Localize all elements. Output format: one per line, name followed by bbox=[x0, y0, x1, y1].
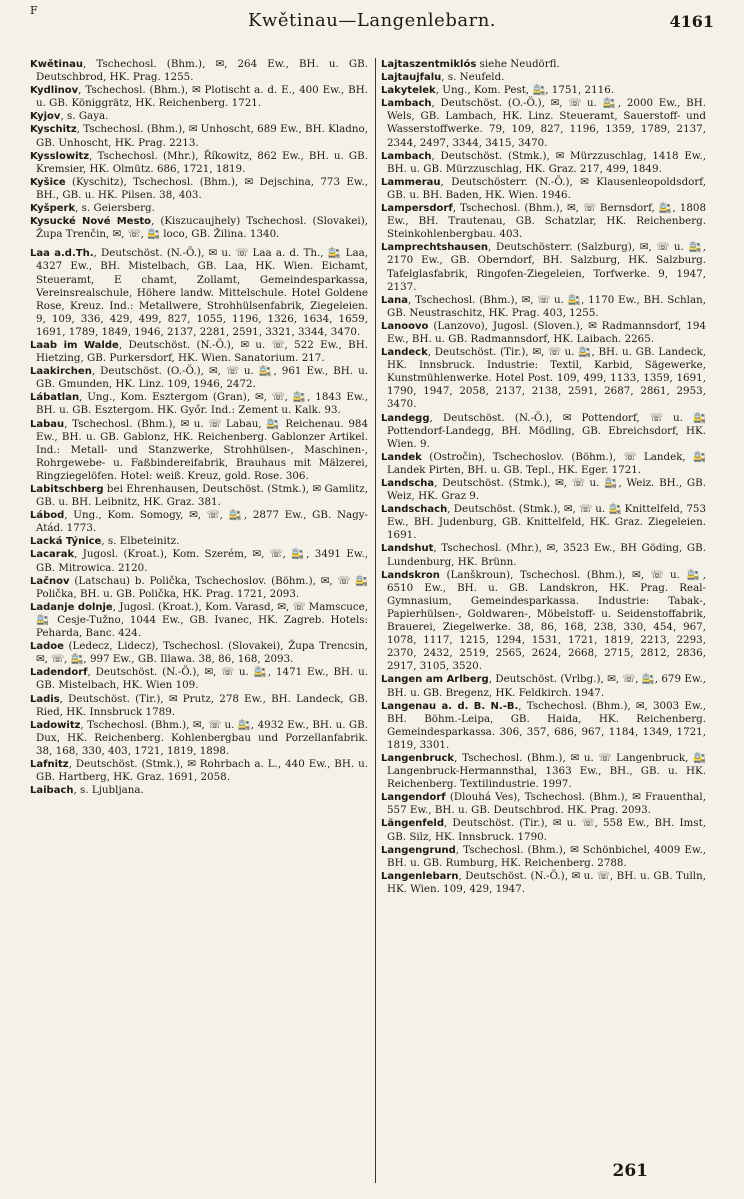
entry-headword: Landshut bbox=[381, 543, 434, 555]
entry-headword: Lajtaujfalu bbox=[381, 72, 442, 84]
gazetteer-entry bbox=[381, 817, 706, 843]
entry-body: , Tschechosl. (Bhm.), ✉ Schönbichel, 4009 Ew., BH. u. GB. Rumburg, HK. Reichenberg. 2788. bbox=[387, 843, 706, 869]
entry-headword: Ladowitz bbox=[30, 719, 81, 731]
gazetteer-entry bbox=[30, 758, 368, 784]
entry-headword: Lammerau bbox=[381, 176, 441, 188]
entry-body: , s. Ljubljana. bbox=[73, 784, 144, 797]
entry-body: , s. Gaya. bbox=[60, 110, 109, 123]
entry-body: (Lanzovo), Jugosl. (Sloven.), ✉ Radmannsdorf, 194 Ew., BH. u. GB. Radmannsdorf, HK. Laibach. 2265. bbox=[387, 319, 706, 345]
gazetteer-entry bbox=[30, 84, 368, 110]
entry-body: (Kyschitz), Tschechosl. (Bhm.), ✉ Dejschina, 773 Ew., BH., GB. u. HK. Pilsen. 38, 403. bbox=[36, 175, 368, 201]
entry-body: , Deutschöst. (Tir.), ✉, ☏ u. 🚉, BH. u. GB. Landeck, HK. Innsbruck. Industrie: Textil, Karbid, Sägewerke, Kunstmühlenwerke. Hotel Post. 109, 499, 1133, 1359, 1691, 1790, 1947, 2058, 2137, 2138, 2591, 2687, 2861, 2953, 3470. bbox=[387, 346, 706, 411]
gazetteer-entry bbox=[381, 97, 706, 149]
entry-body: , Tschechosl. (Mhr.), ✉, 3523 Ew., BH Göding, GB. Lundenburg, HK. Brünn. bbox=[387, 542, 706, 568]
entry-body: , Tschechosl. (Bhm.), ✉ u. ☏ Langenbruck, 🚉 Langenbruck-Hermannsthal, 1363 Ew., BH., GB. u. HK. Reichenberg. Textilindustrie. 1997. bbox=[387, 751, 706, 791]
entry-headword: Ladendorf bbox=[30, 667, 88, 679]
gazetteer-entry bbox=[30, 247, 368, 339]
entry-headword: Langendorf bbox=[381, 792, 446, 804]
gazetteer-entry bbox=[30, 365, 368, 391]
entry-headword: Langen am Arlberg bbox=[381, 674, 489, 686]
right-column bbox=[381, 58, 706, 1176]
entry-headword: Lajtaszentmiklós bbox=[381, 59, 477, 70]
entry-headword: Kydlinov bbox=[30, 85, 79, 97]
gazetteer-entry bbox=[30, 391, 368, 417]
gazetteer-entry bbox=[30, 110, 368, 123]
gazetteer-entry bbox=[30, 640, 368, 666]
entry-headword: Kwětinau bbox=[30, 59, 83, 70]
entry-headword: Laab im Walde bbox=[30, 339, 119, 351]
entry-body: (Ostročin), Tschechoslov. (Böhm.), ☏ Landek, 🚉 Landek Pirten, BH. u. GB. Tepl., HK. Eger. 1721. bbox=[387, 450, 706, 476]
gazetteer-entry bbox=[381, 84, 706, 97]
entry-headword: Lábatlan bbox=[30, 392, 80, 404]
entry-body: , Deutschösterr. (N.-Ö.), ✉ Klausenleopoldsdorf, GB. u. BH. Baden, HK. Wien. 1946. bbox=[387, 175, 706, 201]
entry-body: , s. Geiersberg. bbox=[75, 202, 155, 215]
entry-headword: Landschach bbox=[381, 504, 448, 516]
entry-body: , Deutschöst. (Stmk.), ✉, ☏ u. 🚉 Knittelfeld, 753 Ew., BH. Judenburg, GB. Knittelfeld, HK. Graz. Ziegeleien. 1691. bbox=[387, 503, 706, 542]
gazetteer-entry bbox=[381, 71, 706, 84]
entry-body: (Latschau) b. Polička, Tschechoslov. (Böhm.), ✉, ☏ 🚉 Polička, BH. u. GB. Polička, HK. Prag. 1721, 2093. bbox=[36, 574, 368, 600]
gazetteer-entry bbox=[381, 542, 706, 568]
gazetteer-entry bbox=[381, 202, 706, 241]
gazetteer-entry bbox=[381, 241, 706, 293]
entry-headword: Langengrund bbox=[381, 844, 456, 856]
entry-body: , Deutschöst. (Stmk.), ✉ Mürzzuschlag, 1418 Ew., BH. u. GB. Mürzzuschlag, HK. Graz. 217, 499, 1849. bbox=[387, 149, 706, 175]
entry-headword: Lacká Týnice bbox=[30, 536, 102, 548]
entry-body: , Jugosl. (Kroat.), Kom. Szerém, ✉, ☏, 🚉, 3491 Ew., GB. Mitrowica. 2120. bbox=[36, 548, 368, 574]
left-column bbox=[30, 58, 368, 1176]
entry-headword: Ladis bbox=[30, 693, 60, 705]
page-number: 4161 bbox=[669, 12, 714, 31]
gazetteer-entry bbox=[30, 176, 368, 202]
gazetteer-entry bbox=[381, 673, 706, 699]
gazetteer-entry bbox=[30, 601, 368, 640]
entry-headword: Kyjov bbox=[30, 111, 61, 123]
gazetteer-entry bbox=[381, 569, 706, 674]
entry-headword: Lanoovo bbox=[381, 320, 429, 332]
gazetteer-entry bbox=[381, 176, 706, 202]
entry-body: bei Ehrenhausen, Deutschöst. (Stmk.), ✉ Gamlitz, GB. u. BH. Leibnitz, HK. Graz. 381. bbox=[36, 483, 368, 509]
entry-body: (Dlouhá Ves), Tschechosl. (Bhm.), ✉ Frauenthal, 557 Ew., BH. u. GB. Deutschbrod. HK. Prag. 2093. bbox=[387, 791, 706, 817]
entry-body: , Deutschöst. (Tir.), ✉ u. ☏, 558 Ew., BH. Imst, GB. Silz, HK. Innsbruck. 1790. bbox=[387, 817, 706, 843]
corner-mark: F bbox=[30, 4, 39, 17]
entry-body: , Tschechosl. (Mhr.), Říkowitz, 862 Ew., BH. u. GB. Kremsier, HK. Olmütz. 686, 1721, 1819. bbox=[36, 149, 368, 175]
gazetteer-entry bbox=[30, 58, 368, 84]
footer-number: 261 bbox=[612, 1161, 648, 1181]
entry-body: , Tschechosl. (Bhm.), ✉, ☏ u. 🚉, 1170 Ew., BH. Schlan, GB. Neustraschitz, HK. Prag. 403, 1255. bbox=[387, 293, 706, 319]
gazetteer-entry bbox=[381, 412, 706, 451]
entry-body: , Ung., Kom. Pest, 🚉, 1751, 2116. bbox=[435, 84, 615, 97]
entry-body: , Deutschöst. (N.-Ö.), ✉ Pottendorf, ☏ u. 🚉 Pottendorf-Landegg, BH. Mödling, GB. Ebreichsdorf, HK. Wien. 9. bbox=[387, 411, 706, 450]
entry-headword: Kyšperk bbox=[30, 203, 76, 215]
gazetteer-entry bbox=[30, 693, 368, 719]
entry-headword: Lafnitz bbox=[30, 758, 69, 770]
entry-body: , Tschechosl. (Bhm.), ✉ Unhoscht, 689 Ew., BH. Kladno, GB. Unhoscht, HK. Prag. 2213. bbox=[36, 123, 368, 149]
entry-headword: Lana bbox=[381, 294, 408, 306]
gazetteer-entry bbox=[381, 844, 706, 870]
entry-body: , Tschechosl. (Bhm.), ✉, ☏ Bernsdorf, 🚉, 1808 Ew., BH. Trautenau, GB. Schatzlar, HK. Reichenberg. Steinkohlenbergbau. 403. bbox=[387, 202, 706, 241]
entry-headword: Landskron bbox=[381, 569, 440, 581]
entry-headword: Längenfeld bbox=[381, 818, 445, 830]
gazetteer-entry bbox=[30, 666, 368, 692]
entry-body: , Tschechosl. (Bhm.), ✉, 3003 Ew., BH. Böhm.-Leipa, GB. Haida, HK. Reichenberg. Gemeindesparkassa. 306, 357, 686, 967, 1184, 1349, 1721, 1819, 3301. bbox=[387, 699, 706, 751]
entry-headword: Landeck bbox=[381, 347, 428, 359]
entry-headword: Laa a.d.Th. bbox=[30, 248, 94, 260]
gazetteer-entry bbox=[30, 784, 368, 797]
gazetteer-entry bbox=[381, 503, 706, 542]
entry-headword: Lampersdorf bbox=[381, 203, 453, 215]
gazetteer-entry bbox=[30, 575, 368, 601]
entry-headword: Lábod bbox=[30, 510, 65, 522]
entry-body: , Deutschöst. (Stmk.), ✉, ☏ u. 🚉, Weiz. BH., GB. Weiz, HK. Graz 9. bbox=[387, 477, 706, 503]
entry-body: , Deutschöst. (Tir.), ✉ Prutz, 278 Ew., BH. Landeck, GB. Ried, HK. Innsbruck 1789. bbox=[36, 692, 368, 718]
entry-body: , Tschechosl. (Bhm.), ✉ u. ☏ Labau, 🚉 Reichenau. 984 Ew., BH. u. GB. Gablonz, HK. Reichenberg. Gablonzer Artikel. Ind.: Metall- und Stanzwerke, Strohhülsen-, Maschinen-, Rohrgewebe- u. Faßbindereifabrik, Brauhaus mit Mälzerei, Ringziegelöfen. Hotel: weiß. Kreuz, gold. Rose. 306. bbox=[36, 417, 368, 482]
gazetteer-entry bbox=[381, 294, 706, 320]
entry-headword: Kysslowitz bbox=[30, 150, 90, 162]
entry-body: (Ledecz, Lidecz), Tschechosl. (Slovakei), Župa Trencsin, ✉, ☏, 🚉, 997 Ew., GB. Illawa. 38, 86, 168, 2093. bbox=[36, 640, 368, 666]
entry-headword: Ladoe bbox=[30, 641, 64, 653]
entry-headword: Lambach bbox=[381, 98, 432, 110]
entry-body: , Tschechosl. (Bhm.), ✉, ☏ u. 🚉, 4932 Ew., BH. u. GB. Dux, HK. Reichenberg. Kohlenbergbau und Porzellanfabrik. 38, 168, 330, 403, 1721, 1819, 1898. bbox=[36, 718, 368, 757]
gazetteer-entry bbox=[381, 700, 706, 752]
entry-headword: Laakirchen bbox=[30, 366, 92, 378]
entry-body: , Tschechosl. (Bhm.), ✉, 264 Ew., BH. u. GB. Deutschbrod, HK. Prag. 1255. bbox=[36, 58, 368, 84]
gazetteer-entry bbox=[30, 483, 368, 509]
entry-headword: Ladanje dolnje bbox=[30, 601, 113, 613]
entry-body: , s. Elbeteinitz. bbox=[101, 535, 180, 548]
entry-headword: Lačnov bbox=[30, 575, 70, 587]
entry-body: , Deutschösterr. (Salzburg), ✉, ☏ u. 🚉, 2170 Ew., GB. Oberndorf, BH. Salzburg, HK. Salzburg. Tafelglasfabrik, Ringofen-Ziegeleien, Torfwerke. 9, 1947, 2137. bbox=[387, 241, 706, 293]
gazetteer-entry bbox=[381, 451, 706, 477]
gazetteer-entry bbox=[30, 548, 368, 574]
gazetteer-entry bbox=[30, 535, 368, 548]
entry-body: , Deutschöst. (O.-Ö.), ✉, ☏ u. 🚉, 961 Ew., BH. u. GB. Gmunden, HK. Linz. 109, 1946, 2472. bbox=[36, 365, 368, 391]
entry-body: , Deutschöst. (N.-Ö.), ✉ u. ☏, BH. u. GB. Tulln, HK. Wien. 109, 429, 1947. bbox=[387, 869, 706, 895]
entry-body: , Deutschöst. (N.-Ö.), ✉ u. ☏ Laa a. d. Th., 🚉 Laa, 4327 Ew., BH. Mistelbach, GB. Laa, HK. Wien. Eichamt, Steueramt, E chamt, Zollamt, Gemeindesparkassa, Vereinsrealschule, Höhere landw. Mittelschule. Hotel Goldene Rose, Kreuz. Ind.: Metallwere, Strohhülsenfabrik, Ziegeleien. 9, 109, 336, 429, 499, 827, 1055, 1196, 1326, 1634, 1659, 1691, 1789, 1849, 1946, 2137, 2281, 2591, 3321, 3344, 3470. bbox=[36, 247, 368, 338]
gazetteer-entry bbox=[30, 202, 368, 215]
entry-headword: Lacarak bbox=[30, 549, 75, 561]
entry-headword: Langenbruck bbox=[381, 752, 455, 764]
entry-body: siehe Neudörfl. bbox=[476, 58, 560, 70]
entry-headword: Labau bbox=[30, 418, 65, 430]
gazetteer-entry bbox=[30, 215, 368, 241]
entry-headword: Kyšice bbox=[30, 176, 66, 188]
entry-body: , (Kiszucaujhely) Tschechosl. (Slovakei), Župa Trenčin, ✉, ☏, 🚉 loco, GB. Žilina. 1340. bbox=[36, 215, 368, 241]
entry-body: , s. Neufeld. bbox=[441, 71, 505, 84]
gazetteer-entry bbox=[381, 791, 706, 817]
entry-headword: Landegg bbox=[381, 412, 430, 424]
entry-body: (Lanškroun), Tschechosl. (Bhm.), ✉, ☏ u. 🚉, 6510 Ew., BH. u. GB. Landskron, HK. Prag. Real-Gymnasium, Gemeindesparkassa. Industrie: Tabak-, Papierhülsen-, Goldwaren-, Möbelstoff- u. Seidenstoffabrik, Brauerei, Ziegelwerke. 38, 86, 168, 238, 330, 454, 967, 1078, 1117, 1215, 1294, 1531, 1721, 1819, 2213, 2293, 2370, 2432, 2519, 2565, 2624, 2668, 2715, 2812, 2836, 2917, 3105, 3520. bbox=[387, 568, 706, 673]
gazetteer-entry bbox=[381, 150, 706, 176]
gazetteer-entry bbox=[30, 418, 368, 483]
entry-body: , Deutschöst. (N.-Ö.), ✉, ☏ u. 🚉, 1471 Ew., BH. u. GB. Mistelbach, HK. Wien 109. bbox=[36, 666, 368, 692]
entry-body: , Ung., Kom. Esztergom (Gran), ✉, ☏, 🚉, 1843 Ew., BH. u. GB. Esztergom. HK. Győr. Ind.: Zement u. Kalk. 93. bbox=[36, 391, 368, 417]
gazetteer-entry bbox=[381, 346, 706, 411]
gazetteer-entry bbox=[381, 58, 706, 71]
entry-headword: Langenlebarn bbox=[381, 870, 459, 882]
column-divider bbox=[375, 58, 376, 1183]
entry-headword: Labitschberg bbox=[30, 484, 104, 495]
running-head: Kwětinau—Langenlebarn. bbox=[247, 10, 497, 31]
gazetteer-entry bbox=[30, 150, 368, 176]
gazetteer-entry bbox=[30, 509, 368, 535]
gazetteer-entry bbox=[381, 320, 706, 346]
entry-body: , Jugosl. (Kroat.), Kom. Varasd, ✉, ☏ Mamscuce, 🚉 Cesje-Tužno, 1044 Ew., GB. Ivanec, HK. Zagreb. Hotels: Peharda, Banc. 424. bbox=[36, 600, 368, 640]
entry-headword: Laibach bbox=[30, 785, 74, 797]
entry-body: , Deutschöst. (Vrlbg.), ✉, ☏, 🚉, 679 Ew., BH. u. GB. Bregenz, HK. Feldkirch. 1947. bbox=[387, 673, 706, 699]
gazetteer-entry bbox=[30, 719, 368, 758]
entry-body: , Deutschöst. (O.-Ö.), ✉, ☏ u. 🚉, 2000 Ew., BH. Wels, GB. Lambach, HK. Linz. Steueramt, Sauerstoff- und Wasserstoffwerke. 79, 109, 827, 1196, 1359, 1789, 2137, 2344, 2497, 3344, 3415, 3470. bbox=[387, 97, 706, 149]
entry-headword: Lambach bbox=[381, 150, 432, 162]
gazetteer-entry bbox=[381, 870, 706, 896]
entry-headword: Lakytelek bbox=[381, 85, 436, 97]
entry-headword: Kyschitz bbox=[30, 124, 77, 136]
entry-body: , Deutschöst. (Stmk.), ✉ Rohrbach a. L., 440 Ew., BH. u. GB. Hartberg, HK. Graz. 1691, 2058. bbox=[36, 757, 368, 784]
gazetteer-entry bbox=[30, 339, 368, 365]
entry-headword: Landek bbox=[381, 451, 422, 463]
entry-body: , Deutschöst. (N.-Ö.), ✉ u. ☏, 522 Ew., BH. Hietzing, GB. Purkersdorf, HK. Wien. Sanatorium. 217. bbox=[36, 338, 368, 365]
entry-body: , Ung., Kom. Somogy, ✉, ☏, 🚉, 2877 Ew., GB. Nagy-Atád. 1773. bbox=[36, 509, 368, 535]
entry-body: , Tschechosl. (Bhm.), ✉ Plotischt a. d. E., 400 Ew., BH. u. GB. Königgrätz, HK. Reichenberg. 1721. bbox=[36, 84, 368, 110]
entry-headword: Lamprechtshausen bbox=[381, 242, 489, 254]
entry-headword: Kysucké Nové Mesto bbox=[30, 216, 152, 228]
entry-headword: Langenau a. d. B. N.-B. bbox=[381, 700, 519, 712]
gazetteer-entry bbox=[30, 123, 368, 149]
entry-headword: Landscha bbox=[381, 478, 435, 489]
gazetteer-entry bbox=[381, 752, 706, 791]
gazetteer-entry bbox=[381, 477, 706, 503]
